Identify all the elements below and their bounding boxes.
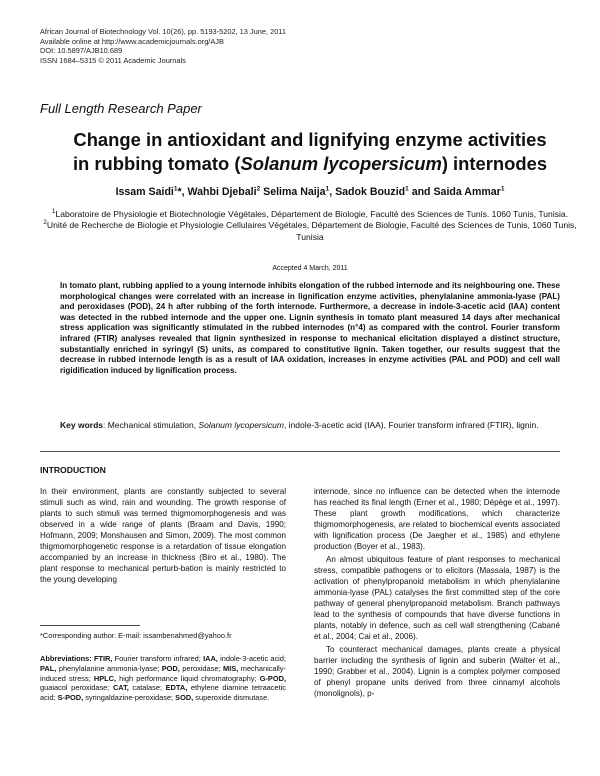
paragraph: An almost ubiquitous feature of plant responses to mechanical stress, compatible pathogens or to elicitors (Massala, 1987) is the activation of phenylpropanoid metabolism in which phenylalanine ammonia-lyase (PAL) catalyses the first committed step of the core pathway of general phenylpropanoid metabolism. Branch pathways lead to the synthesis of compounds that have diverse functions in plants, notably in defence, such as cell wall strengthening (Cabané et al., 2004; Cai et al., 2006). [314,555,560,641]
corresponding-author: *Corresponding author. E-mail: issambenahmed@yahoo.fr [40,631,232,640]
journal-url[interactable]: Available online at http://www.academicjournals.org/AJB [40,36,224,46]
introduction-heading: INTRODUCTION [40,465,106,475]
keywords: Key words: Mechanical stimulation, Solanum lycopersicum, indole-3-acetic acid (IAA), Fourier transform infrared (FTIR), lignin. [60,420,539,430]
paragraph: internode, since no influence can be detected when the internode has reached its final length (Erner et al., 1980; Dépège et al., 1997). These plant growth modifications, which characterize thigmomorphogenesis, are related to biochemical events associated with lignification process (De Jaegher et al., 1985) and ethylene production (Boyer et al., 1983). [314,487,560,551]
paragraph: In their environment, plants are constantly subjected to several stimuli such as wind, rain and wounding. The growth response of plants to such stimuli was termed thigmomorphogenesis and was observed in a wide range of plants (Braam and Davis, 1990; Hofmann, 2009; Monshausen and Simon, 2009). The most common thigmomorphogenetic response is a retardation of tissue elongation accompanied by an increase in thickness (Biro et al., 1980). The plant response to mechanical perturb-bation is mainly restricted to the young developing [40,487,286,584]
affiliation-2: $^2$Unité de Recherche de Biologie et Physiologie Cellulaires Végétales, Département de Biologie, Faculté des Sciences de Tunis, 1060 Tunis, Tunisia [43,219,577,242]
issn: ISSN 1684–5315 © 2011 Academic Journals [40,55,186,65]
abstract: In tomato plant, rubbing applied to a young internode inhibits elongation of the rubbed internode and its neighbouring one. These morphological changes were correlated with an increase in lignification enzyme activities, phenylalanine ammonia-lyase (PAL) and peroxidases (POD), 24 h after rubbing of the forth internode. Furthermore, a decrease in indole-3-acetic acid (IAA) content was detected in the rubbed internode and the upper one. Lignin synthesis in tomato plant measured 14 days after mechanical stress application was significantly stimulated in the rubbed internodes (n°4) as compared with the control. Fourier transform infrared (FTIR) analyses revealed that lignin synthesized in response to mechanical elicitation displayed a distinct structure, substantially enriched in syringyl (S) units, as compared to constitutive lignin. Taken together, our results suggest that the decrease in rubbed internode length is as a result of IAA oxidation, increases in enzyme activities (PAL and POD) and cell wall rigidification induced by lignification process. [60,281,560,375]
author-list: Issam Saidi$^1$*, Wahbi Djebali$^2$ Selima Naija$^1$, Sadok Bouzid$^1$ and Saida Ammar$^1$ [115,185,505,198]
author-name: Sadok Bouzid [335,186,406,198]
footnote-divider [40,625,140,626]
title-line-1: Change in antioxidant and lignifying enzyme activities [73,129,547,150]
affiliations [40,209,580,243]
doi: DOI: 10.5897/AJB10.689 [40,46,123,56]
author-name: Saida Ammar [433,186,501,198]
journal-citation: African Journal of Biotechnology Vol. 10(26), pp. 5193-5202, 13 June, 2011 [40,27,286,36]
paper-type: Full Length Research Paper [40,101,202,116]
abbreviations: Abbreviations: FTIR, Fourier transform infrared; IAA, indole-3-acetic acid; PAL, phenylalanine ammonia-lyase; POD, peroxidase; MIS, mechanically-induced stress; HPLC, high performance liquid chromatography; G-POD, guaiacol peroxidase; CAT, catalase; EDTA, ethylene diamine tetraacetic acid; S-POD, syringaldazine-peroxidase; SOD, superoxide dismutase. [40,654,286,703]
affiliation-1: $^1$Laboratoire de Physiologie et Biotechnologie Végétales, Département de Biologie, Faculté des Sciences de Tunis. 1060 Tunis, Tunisia. [51,208,569,219]
accepted-date: Accepted 4 March, 2011 [272,265,348,272]
title-line-2: in rubbing tomato (Solanum lycopersicum) internodes [72,153,548,174]
author-name: Wahbi Djebali [187,186,257,198]
journal-header [40,27,286,65]
section-divider [40,451,560,452]
left-column [40,486,286,587]
author-name: Issam Saidi [115,186,174,198]
author-name: Selima Naija [263,186,326,198]
paragraph: To counteract mechanical damages, plants create a physical barrier including the synthesis of lignin and suberin (Walter et al., 1990; Grabber et al., 2004). Lignin is a complex polymer composed of phenyl propane units derived from three cinnamyl alcohols (monolignols), p- [314,645,560,698]
paper-title [40,128,580,176]
right-column [314,486,560,701]
